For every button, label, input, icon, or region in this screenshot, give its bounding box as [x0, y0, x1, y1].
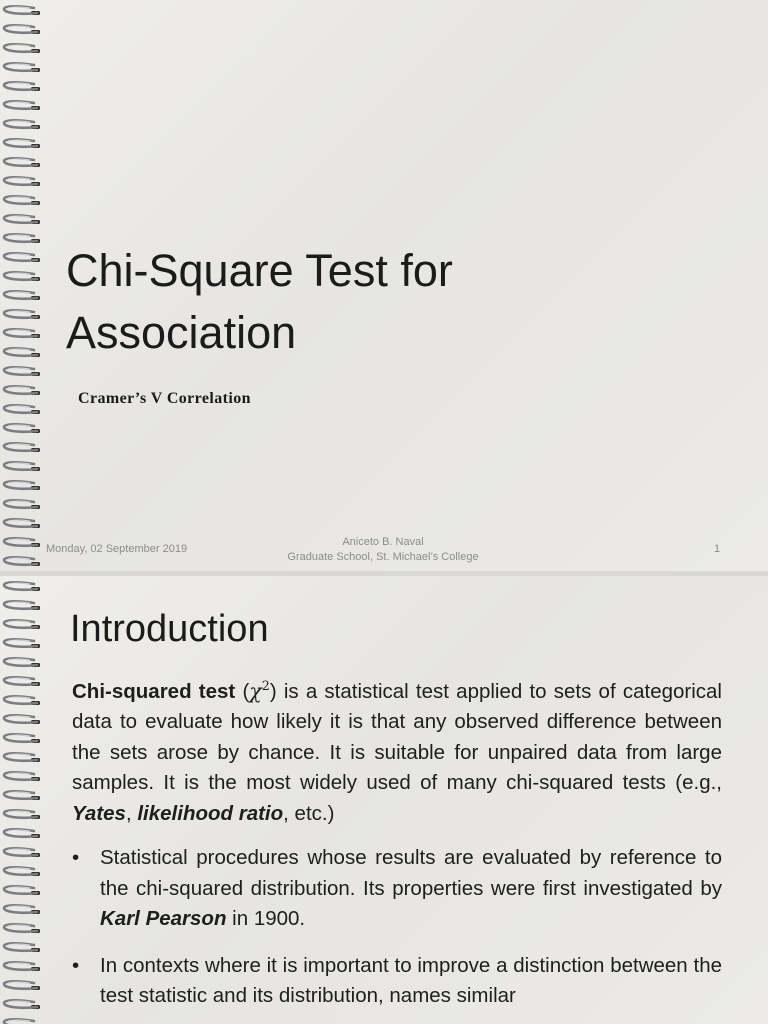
intro-paragraph	[72, 671, 722, 829]
spiral-ring	[4, 424, 40, 433]
spiral-ring	[4, 177, 40, 186]
spiral-ring	[4, 405, 40, 414]
bullet-item	[72, 843, 722, 935]
bullet-item	[72, 951, 722, 1012]
spiral-ring	[4, 715, 40, 724]
introduction-title: Introduction	[70, 608, 269, 650]
spiral-binding	[0, 576, 46, 1024]
spiral-ring	[4, 677, 40, 686]
footer-affiliation: Graduate School, St. Michael’s College	[287, 551, 479, 563]
spiral-ring	[4, 500, 40, 509]
bullet-text-a: Statistical procedures whose results are evaluated by reference to the chi-squared distribution. Its properties were first investigated by	[100, 846, 722, 900]
spiral-ring	[4, 443, 40, 452]
spiral-rings	[0, 0, 46, 571]
spiral-rings	[0, 576, 46, 1024]
spiral-ring	[4, 272, 40, 281]
spiral-ring	[4, 234, 40, 243]
term-chi-squared-test: Chi-squared test	[72, 679, 236, 703]
spiral-binding	[0, 0, 46, 571]
bullet-list	[72, 843, 722, 1012]
spiral-ring	[4, 620, 40, 629]
comma: ,	[125, 801, 138, 825]
spiral-ring	[4, 924, 40, 933]
footer-author: Aniceto B. Naval	[342, 536, 424, 548]
spiral-ring	[4, 601, 40, 610]
spiral-ring	[4, 367, 40, 376]
spiral-ring	[4, 557, 40, 566]
spiral-ring	[4, 905, 40, 914]
spiral-ring	[4, 829, 40, 838]
spiral-ring	[4, 329, 40, 338]
spiral-ring	[4, 886, 40, 895]
spiral-ring	[4, 82, 40, 91]
spiral-ring	[4, 348, 40, 357]
spiral-ring	[4, 658, 40, 667]
intro-text-a: ) is a statistical test applied to sets of categorical data to evaluate how likely it is that any observed difference between the sets arose by chance. It is suitable for unpaired data from large samples. It is the most widely used of many chi-squared tests (e.g.,	[72, 679, 722, 795]
term-likelihood-ratio: likelihood ratio	[137, 801, 284, 825]
chi-letter: χ	[249, 678, 262, 703]
intro-text-b: , etc.)	[283, 801, 335, 825]
spiral-ring	[4, 753, 40, 762]
bullet-icon: •	[72, 953, 80, 977]
chi-symbol	[249, 679, 270, 703]
spiral-ring	[4, 848, 40, 857]
spiral-ring	[4, 1019, 40, 1024]
bullet-text-b: in 1900.	[226, 907, 306, 931]
spiral-ring	[4, 120, 40, 129]
introduction-body	[72, 671, 722, 1012]
spiral-ring	[4, 44, 40, 53]
slide-title	[66, 240, 726, 364]
spiral-ring	[4, 158, 40, 167]
spiral-ring	[4, 310, 40, 319]
spiral-ring	[4, 25, 40, 34]
spiral-ring	[4, 291, 40, 300]
spiral-ring	[4, 943, 40, 952]
spiral-ring	[4, 253, 40, 262]
bullet-text: In contexts where it is important to improve a distinction between the test statistic and its distribution, names similar	[100, 953, 722, 1008]
term-yates: Yates	[72, 801, 126, 825]
slide-subtitle: Cramer’s V Correlation	[78, 390, 251, 407]
spiral-ring	[4, 139, 40, 148]
spiral-ring	[4, 867, 40, 876]
term-karl-pearson: Karl Pearson	[100, 907, 227, 931]
spiral-ring	[4, 215, 40, 224]
spiral-ring	[4, 196, 40, 205]
spiral-ring	[4, 481, 40, 490]
spiral-ring	[4, 696, 40, 705]
spiral-ring	[4, 63, 40, 72]
footer-author-block	[230, 535, 536, 565]
spiral-ring	[4, 582, 40, 591]
spiral-ring	[4, 519, 40, 528]
spiral-ring	[4, 538, 40, 547]
spiral-ring	[4, 6, 40, 15]
chi-exponent: 2	[261, 678, 270, 693]
spiral-ring	[4, 772, 40, 781]
spiral-ring	[4, 639, 40, 648]
page-number: 1	[714, 543, 721, 555]
spiral-ring	[4, 734, 40, 743]
spiral-ring	[4, 981, 40, 990]
spiral-ring	[4, 1000, 40, 1009]
slide-title-line-2: Association	[66, 307, 297, 358]
paren-open: (	[235, 679, 250, 703]
bullet-icon: •	[72, 846, 80, 870]
spiral-ring	[4, 791, 40, 800]
spiral-ring	[4, 810, 40, 819]
spiral-ring	[4, 962, 40, 971]
spiral-ring	[4, 386, 40, 395]
footer-date: Monday, 02 September 2019	[46, 543, 188, 555]
slide-title-line-1: Chi-Square Test for	[66, 245, 453, 296]
spiral-ring	[4, 462, 40, 471]
spiral-ring	[4, 101, 40, 110]
